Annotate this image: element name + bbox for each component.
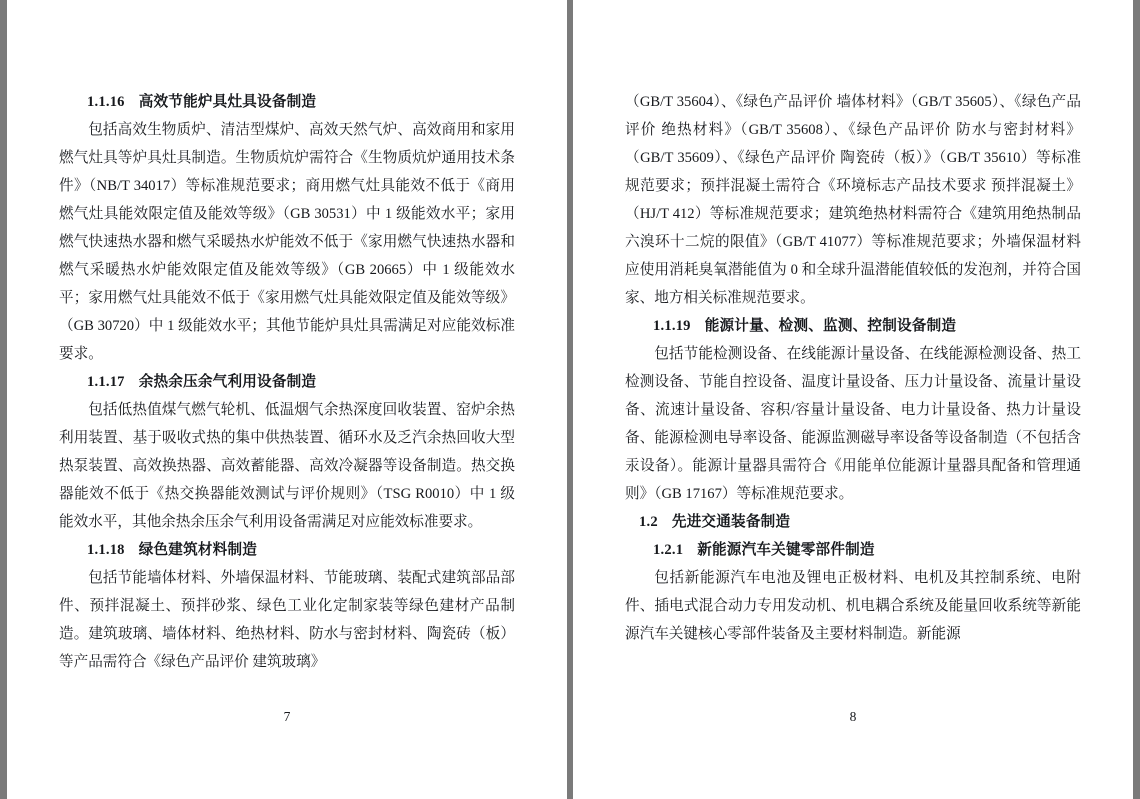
section-number: 1.1.17 bbox=[87, 374, 125, 391]
section-heading bbox=[59, 368, 515, 396]
section-heading bbox=[59, 536, 515, 564]
paragraph: 包括低热值煤气燃气轮机、低温烟气余热深度回收装置、窑炉余热利用装置、基于吸收式热的集中供热装置、循环水及乏汽余热回收大型热泵装置、高效换热器、高效蓄能器、高效冷凝器等设备制造。热交换器能效不低于《热交换器能效测试与评价规则》（TSG R0010）中 1 级能效水平，其他余热余压余气利用设备需满足对应能效标准要求。 bbox=[59, 402, 515, 531]
page-number: 7 bbox=[283, 709, 291, 724]
section-number: 1.2.1 bbox=[653, 542, 684, 559]
section-number: 1.1.18 bbox=[87, 542, 125, 559]
paragraph: 包括节能检测设备、在线能源计量设备、在线能源检测设备、热工检测设备、节能自控设备、温度计量设备、压力计量设备、流量计量设备、流速计量设备、容积/容量计量设备、电力计量设备、热力计量设备、能源检测电导率设备、能源监测磁导率设备等设备制造（不包括含汞设备）。能源计量器具需符合《用能单位能源计量器具配备和管理通则》（GB 17167）等标准规范要求。 bbox=[625, 346, 1081, 503]
section-heading bbox=[59, 88, 515, 116]
section-heading bbox=[625, 508, 1081, 536]
page-content-left bbox=[59, 88, 515, 676]
section-title: 能源计量、检测、监测、控制设备制造 bbox=[704, 318, 957, 335]
section-title: 新能源汽车关键零部件制造 bbox=[697, 542, 875, 559]
section-number: 1.2 bbox=[639, 514, 658, 531]
paragraph: 包括新能源汽车电池及锂电正极材料、电机及其控制系统、电附件、插电式混合动力专用发动机、机电耦合系统及能量回收系统等新能源汽车关键核心零部件装备及主要材料制造。新能源 bbox=[625, 570, 1081, 643]
page-number: 8 bbox=[849, 709, 857, 724]
section-number: 1.1.16 bbox=[87, 94, 125, 110]
document-page-left bbox=[7, 0, 567, 799]
section-number: 1.1.19 bbox=[653, 318, 691, 335]
paragraph: 包括高效生物质炉、清洁型煤炉、高效天然气炉、高效商用和家用燃气灶具等炉具灶具制造。生物质炕炉需符合《生物质炕炉通用技术条件》（NB/T 34017）等标准规范要求；商用燃气灶具能效不低于《商用燃气灶具能效限定值及能效等级》（GB 30531）中 1 级能效水平；家用燃气快速热水器和燃气采暖热水炉能效不低于《家用燃气快速热水器和燃气采暖热水炉能效限定值及能效等级》（GB 20665）中 1 级能效水平；家用燃气灶具能效不低于《家用燃气灶具能效限定值及能效等级》（GB 30720）中 1 级能效水平；其他节能炉具灶具需满足对应能效标准要求。 bbox=[59, 122, 515, 363]
section-title: 余热余压余气利用设备制造 bbox=[138, 374, 317, 391]
section-title: 高效节能炉具灶具设备制造 bbox=[138, 94, 317, 110]
section-heading bbox=[625, 312, 1081, 340]
section-title: 绿色建筑材料制造 bbox=[138, 542, 258, 559]
paragraph: （GB/T 35604）、《绿色产品评价 墙体材料》（GB/T 35605）、《绿色产品评价 绝热材料》（GB/T 35608）、《绿色产品评价 防水与密封材料》（GB/T 35609）、《绿色产品评价 陶瓷砖（板）》（GB/T 35610）等标准规范要求；预拌混凝土需符合《环境标志产品技术要求 预拌混凝土》（HJ/T 412）等标准规范要求；建筑绝热材料需符合《建筑用绝热制品 六溴环十二烷的限值》（GB/T 41077）等标准规范要求；外墙保温材料应使用消耗臭氧潜能值为 0 和全球升温潜能值较低的发泡剂，并符合国家、地方相关标准规范要求。 bbox=[625, 94, 1081, 307]
page-content-right bbox=[625, 88, 1081, 648]
section-heading bbox=[625, 536, 1081, 564]
paragraph: 包括节能墙体材料、外墙保温材料、节能玻璃、装配式建筑部品部件、预拌混凝土、预拌砂浆、绿色工业化定制家装等绿色建材产品制造。建筑玻璃、墙体材料、绝热材料、防水与密封材料、陶瓷砖（板）等产品需符合《绿色产品评价 建筑玻璃》 bbox=[59, 570, 515, 671]
section-title: 先进交通装备制造 bbox=[671, 514, 791, 531]
document-page-right bbox=[573, 0, 1133, 799]
